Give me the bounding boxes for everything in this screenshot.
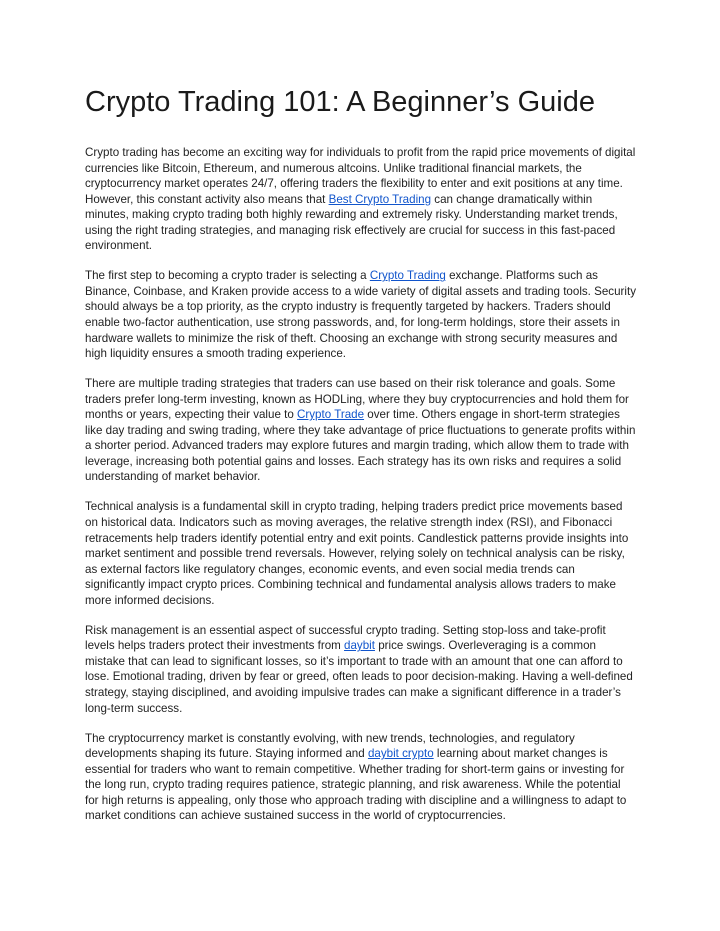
paragraph-text: The cryptocurrency market is constantly evolving, with new trends, technologies, and regulatory developments shaping its future. Staying informed and <box>85 731 575 761</box>
paragraph-risk-management <box>85 623 637 716</box>
paragraph-text: Technical analysis is a fundamental skill in crypto trading, helping traders predict price movements based on historical data. Indicators such as moving averages, the relative strength index (RSI), and Fibonacci retracements help traders identify potential entry and exit points. Candlestick patterns provide insights into market sentiment and possible trend reversals. However, relying solely on technical analysis can be risky, as external factors like regulatory changes, economic events, and even social media trends can significantly impact crypto prices. Combining technical and fundamental analysis allows traders to make more informed decisions. <box>85 500 629 607</box>
daybit-crypto-link[interactable]: daybit crypto <box>367 747 434 761</box>
paragraph-conclusion <box>85 731 637 824</box>
paragraph-text: exchange. Platforms such as Binance, Coinbase, and Kraken provide access to a wide variety of digital assets and trading tools. Security should always be a top priority, as the crypto industry is frequently targeted by hackers. Traders should enable two-factor authentication, use strong passwords, and, for long-term holdings, store their assets in hardware wallets to minimize the risk of theft. Choosing an exchange with strong security measures and high liquidity ensures a smooth trading experience. <box>85 269 637 361</box>
paragraph-strategies <box>85 376 637 485</box>
paragraph-intro <box>85 145 637 254</box>
paragraph-technical-analysis <box>85 499 637 608</box>
paragraph-text: Risk management is an essential aspect of successful crypto trading. Setting stop-loss and take-profit levels helps traders protect their investments from <box>85 623 606 653</box>
paragraph-exchange <box>85 268 637 361</box>
daybit-link[interactable]: daybit <box>344 639 375 653</box>
paragraph-text: There are multiple trading strategies that traders can use based on their risk tolerance and goals. Some traders prefer long-term investing, known as HODLing, where they buy cryptocurrencies and hold them for months or years, expecting their value to <box>85 377 629 422</box>
paragraph-text: learning about market changes is essential for traders who want to remain competitive. Whether trading for short-term gains or investing for the long run, crypto trading requires patience, strategic planning, and risk awareness. While the potential for high returns is appealing, only those who approach trading with discipline and a willingness to adapt to market conditions can achieve sustained success in the world of cryptocurrencies. <box>85 747 627 823</box>
document-title: Crypto Trading 101: A Beginner’s Guide <box>85 86 595 118</box>
paragraph-text: over time. Others engage in short-term strategies like day trading and swing trading, where they take advantage of price fluctuations to generate profits within a shorter period. Advanced traders may explore futures and margin trading, which allow them to trade with leverage, increasing both potential gains and losses. Each strategy has its own risks and requires a solid understanding of market behavior. <box>85 408 636 484</box>
paragraph-text: Crypto trading has become an exciting way for individuals to profit from the rapid price movements of digital currencies like Bitcoin, Ethereum, and numerous altcoins. Unlike traditional financial markets, the cryptocurrency market operates 24/7, offering traders the flexibility to enter and exit positions at any time. However, this constant activity also means that <box>85 146 636 206</box>
best-crypto-trading-link[interactable]: Best Crypto Trading <box>328 192 432 206</box>
paragraph-text: price swings. Overleveraging is a common mistake that can lead to significant losses, so it’s important to trade with an amount that one can afford to lose. Emotional trading, driven by fear or greed, often leads to poor decision-making. Having a well-defined strategy, staying disciplined, and avoiding impulsive trades can make a significant difference in a trader’s long-term success. <box>85 639 633 715</box>
crypto-trade-link[interactable]: Crypto Trade <box>297 408 365 422</box>
paragraph-text: can change dramatically within minutes, making crypto trading both highly rewarding and extremely risky. Understanding market trends, using the right trading strategies, and managing risk effectively are crucial for success in this fast-paced environment. <box>85 192 618 253</box>
document-body <box>85 145 637 838</box>
crypto-trading-link[interactable]: Crypto Trading <box>369 269 446 283</box>
paragraph-text: The first step to becoming a crypto trader is selecting a <box>85 269 370 283</box>
